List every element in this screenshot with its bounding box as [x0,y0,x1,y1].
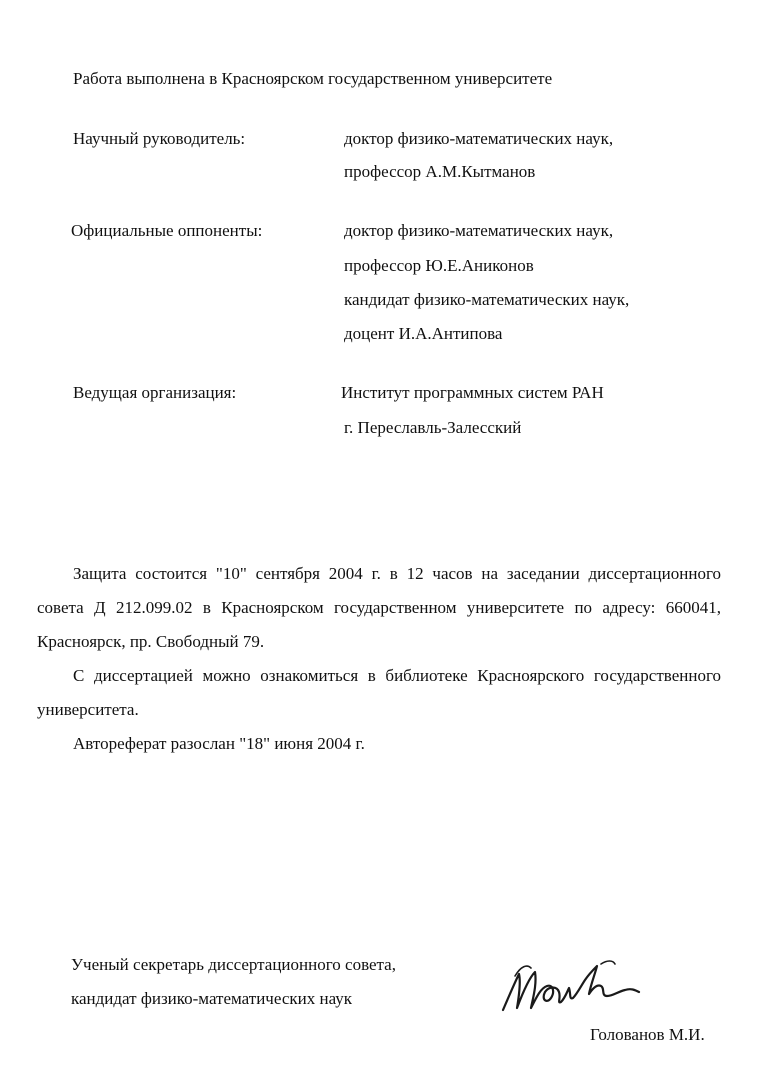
leading-org-label: Ведущая организация: [73,383,237,402]
supervisor-degree: доктор физико-математических наук, [344,129,614,148]
signature-image [497,952,647,1022]
defense-paragraph: Защита состоится "10" сентября 2004 г. в 12 часов на заседании диссертационного совета Д 212.099.02 в Красноярском государственном университете по адресу: 660041, Красноярск, пр. Свободный 79. [37,564,721,651]
work-done-statement: Работа выполнена в Красноярском государственном университете [73,69,553,88]
opponent-2-name: доцент И.А.Антипова [344,324,503,343]
opponent-1-degree: доктор физико-математических наук, [344,221,614,240]
leading-org-city: г. Переславль-Залесский [344,418,522,437]
abstract-sent-paragraph: Автореферат разослан "18" июня 2004 г. [73,734,365,753]
supervisor-name: профессор А.М.Кытманов [344,162,536,181]
secretary-degree: кандидат физико-математических наук [71,989,353,1008]
leading-org-name: Институт программных систем РАН [341,383,604,402]
library-paragraph: С диссертацией можно ознакомиться в библиотеке Красноярского государственного университета. [37,666,721,719]
defense-section [37,557,721,761]
supervisor-label: Научный руководитель: [73,129,246,148]
secretary-title: Ученый секретарь диссертационного совета, [71,955,396,974]
opponent-2-degree: кандидат физико-математических наук, [344,290,630,309]
secretary-name: Голованов М.И. [590,1025,705,1044]
opponents-label: Официальные оппоненты: [71,221,263,240]
opponent-1-name: профессор Ю.Е.Аниконов [344,256,534,275]
